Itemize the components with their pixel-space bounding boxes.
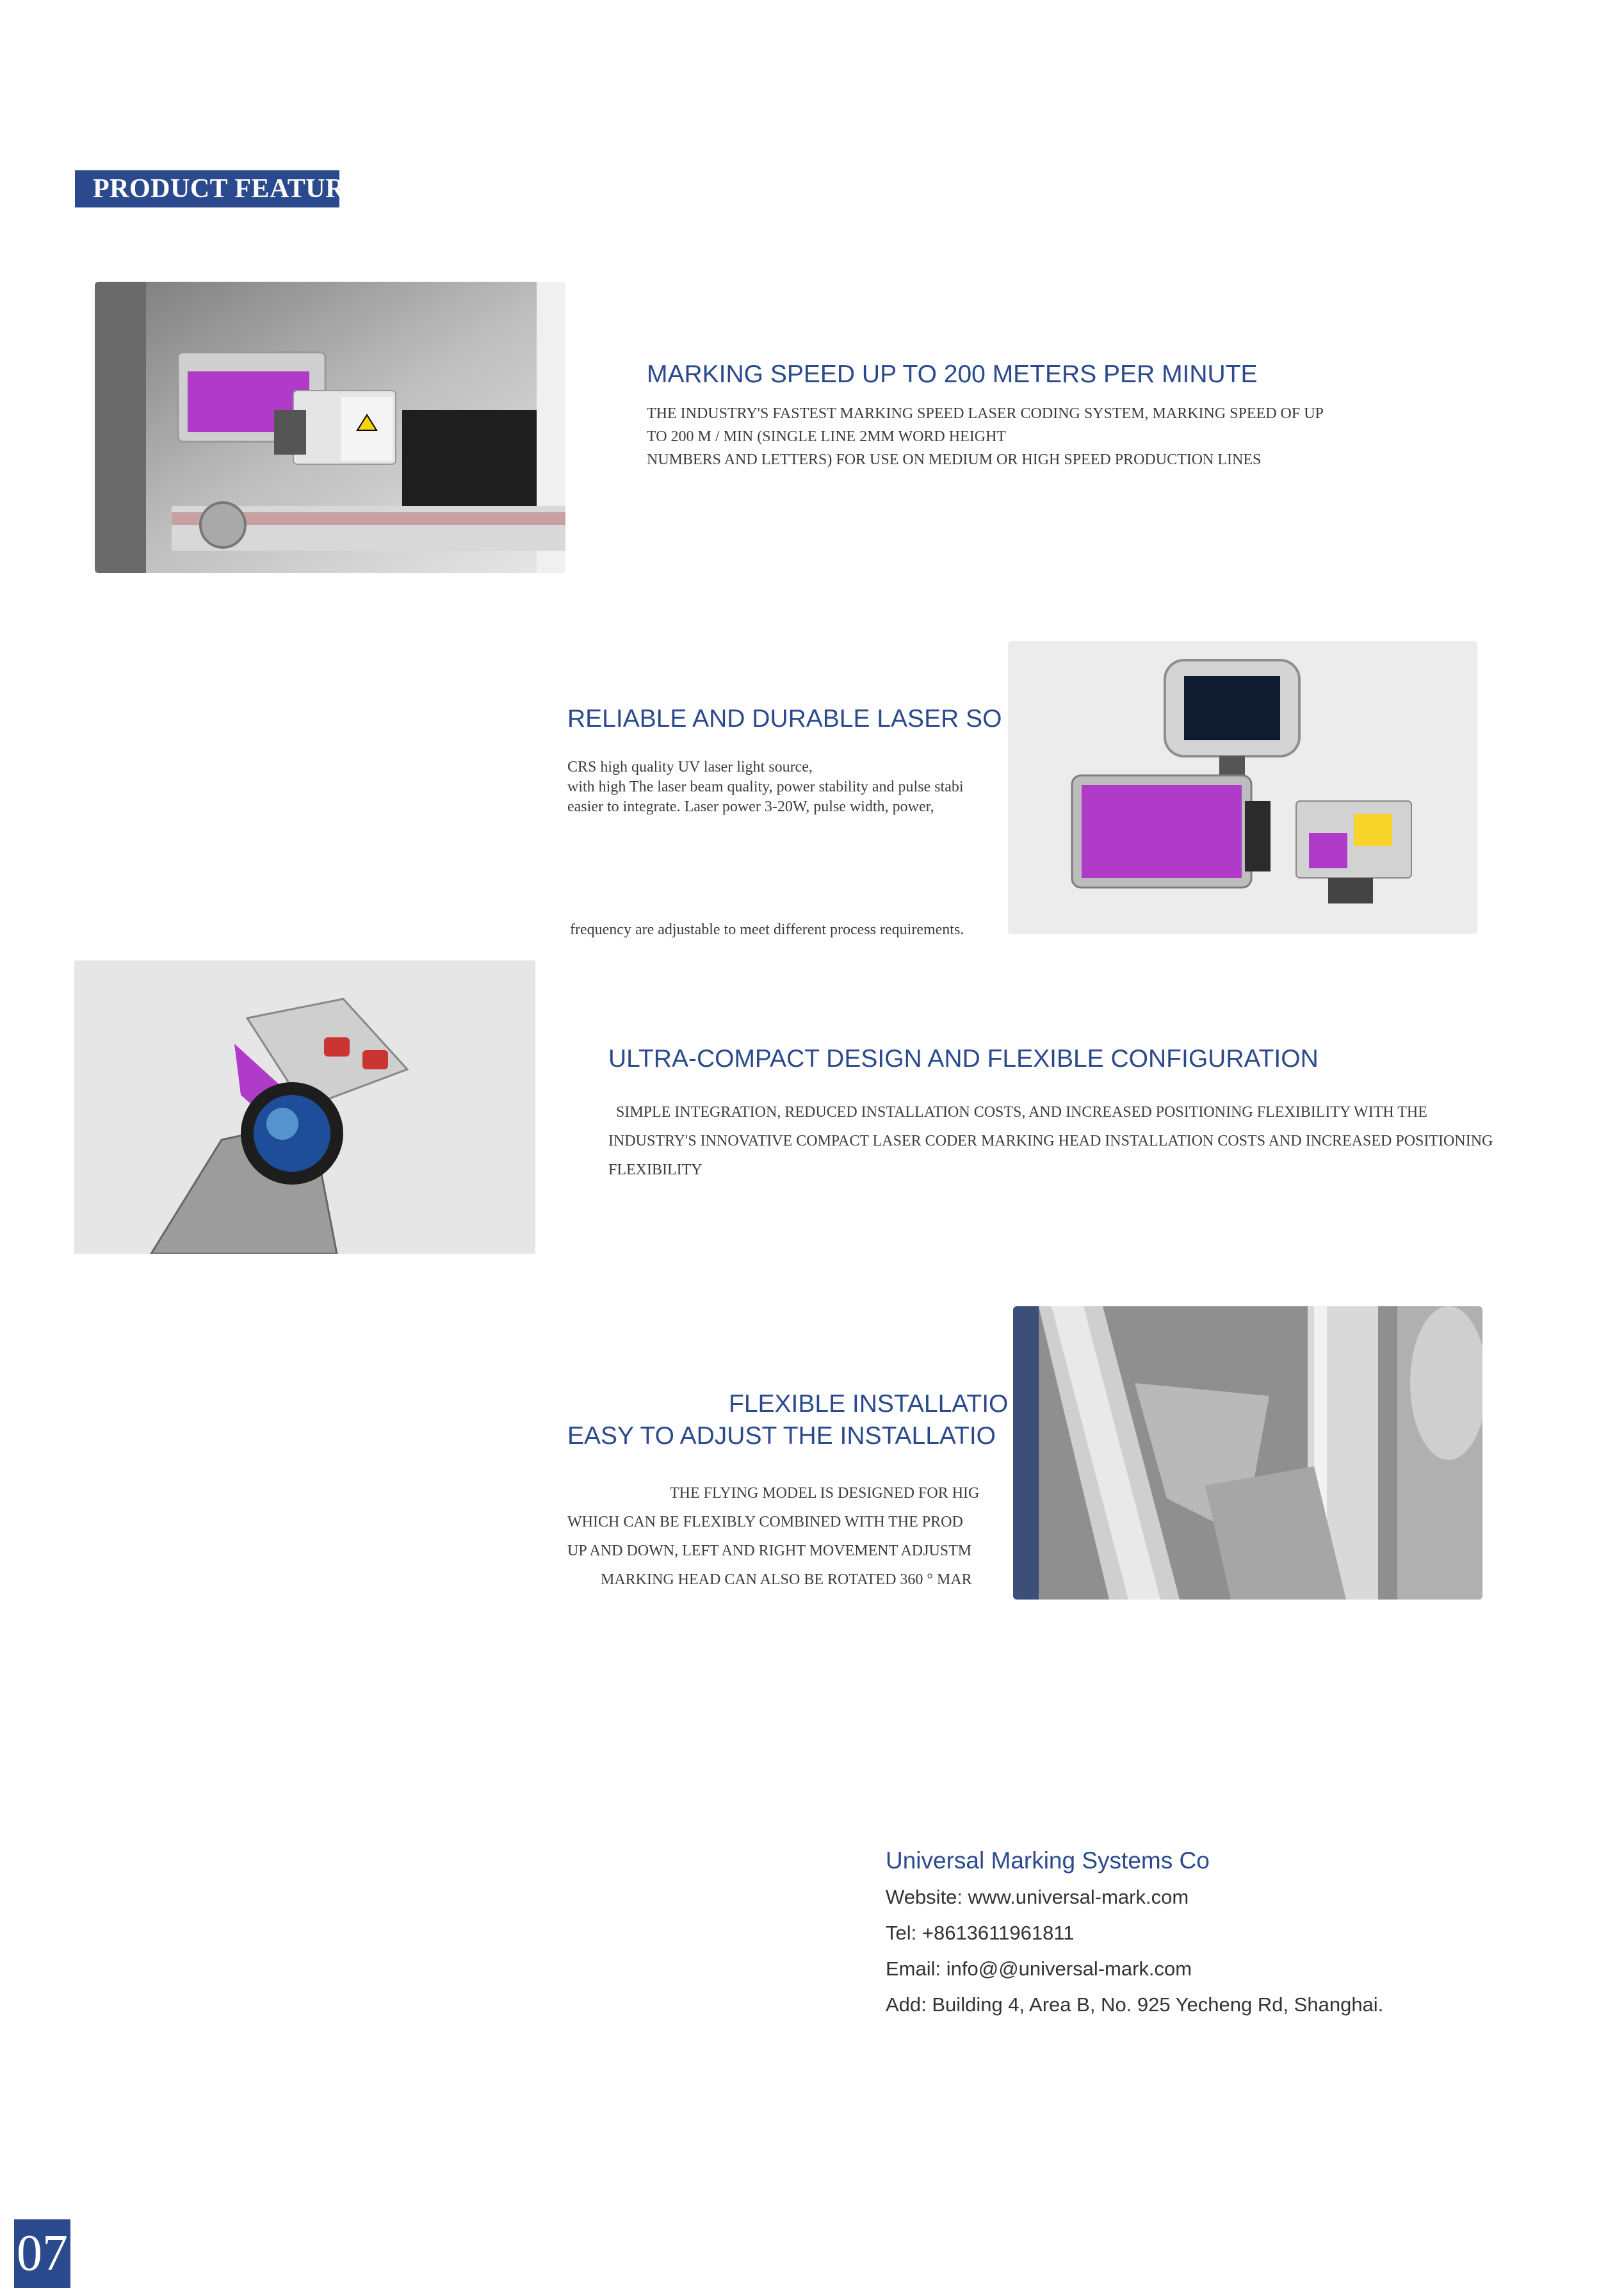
feature-4-heading-line-1: FLEXIBLE INSTALLATIO (729, 1390, 1009, 1418)
feature-3-body-line: SIMPLE INTEGRATION, REDUCED INSTALLATION COSTS, AND INCREASED POSITIONING FLEXIBILITY WITH THE (616, 1104, 1427, 1121)
feature-4-body-line: MARKING HEAD CAN ALSO BE ROTATED 360 ° MAR (601, 1571, 972, 1588)
tel-line: Tel: +8613611961811 (886, 1922, 1075, 1944)
feature-2-body (567, 758, 964, 817)
feature-4-photo (1013, 1306, 1482, 1600)
address-line: Add: Building 4, Area B, No. 925 Yecheng Rd, Shanghai. (886, 1993, 1384, 2016)
page-number: 07 (14, 2219, 70, 2288)
feature-1-body-line: NUMBERS AND LETTERS) FOR USE ON MEDIUM OR HIGH SPEED PRODUCTION LINES (647, 451, 1262, 468)
feature-4-body-line: WHICH CAN BE FLEXIBLY COMBINED WITH THE PROD (567, 1514, 963, 1530)
section-tag: PRODUCT FEATURE (75, 170, 339, 207)
feature-2-body-tail: frequency are adjustable to meet different process requirements. (570, 921, 964, 938)
feature-2-body-line: easier to integrate. Laser power 3-20W, pulse width, power, (567, 798, 934, 815)
feature-2-heading: RELIABLE AND DURABLE LASER SO (567, 705, 1002, 733)
company-name: Universal Marking Systems Co (886, 1847, 1210, 1874)
feature-3-body-line: FLEXIBILITY (608, 1162, 702, 1178)
feature-4-body-line: THE FLYING MODEL IS DESIGNED FOR HIG (670, 1485, 980, 1502)
email-line: Email: info@@universal-mark.com (886, 1957, 1192, 1980)
feature-1-body-line: TO 200 M / MIN (SINGLE LINE 2MM WORD HEIGHT (647, 428, 1007, 445)
feature-2-body-line: CRS high quality UV laser light source, (567, 759, 813, 775)
feature-1-body-line: THE INDUSTRY'S FASTEST MARKING SPEED LASER CODING SYSTEM, MARKING SPEED OF UP (647, 405, 1324, 422)
feature-4-heading-line-2: EASY TO ADJUST THE INSTALLATIO (567, 1422, 996, 1450)
feature-3-body-line: INDUSTRY'S INNOVATIVE COMPACT LASER CODER MARKING HEAD INSTALLATION COSTS AND INCREASED POSITIONING (608, 1133, 1493, 1149)
feature-4-body (567, 1479, 979, 1594)
feature-1-heading: MARKING SPEED UP TO 200 METERS PER MINUTE (647, 361, 1258, 388)
feature-2-photo (1008, 641, 1477, 934)
feature-4-body-line: UP AND DOWN, LEFT AND RIGHT MOVEMENT ADJUSTM (567, 1543, 972, 1559)
feature-3-photo (74, 960, 535, 1254)
website-line: Website: www.universal-mark.com (886, 1886, 1189, 1908)
feature-1-body (647, 402, 1324, 471)
feature-1-photo (95, 282, 565, 573)
feature-3-body (608, 1098, 1493, 1185)
feature-2-body-line: with high The laser beam quality, power stability and pulse stabi (567, 779, 964, 795)
feature-3-heading: ULTRA-COMPACT DESIGN AND FLEXIBLE CONFIGURATION (608, 1045, 1319, 1073)
